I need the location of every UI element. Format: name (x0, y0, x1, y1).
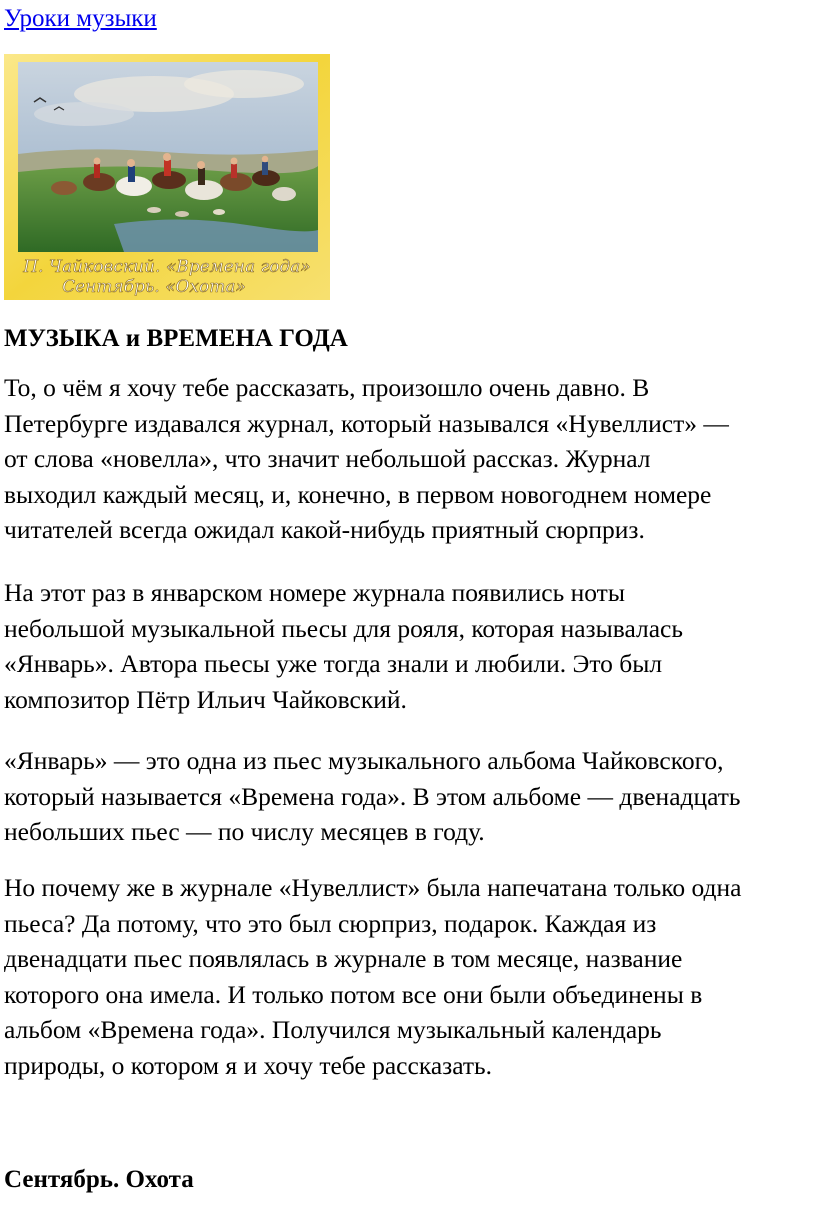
paragraph-line: Петербурге издавался журнал, который назывался «Нувеллист» — (4, 408, 729, 438)
paragraph-line: То, о чём я хочу тебе рассказать, произошло очень давно. В (4, 373, 650, 402)
paragraph-line: природы, о котором я и хочу тебе рассказать. (4, 1050, 493, 1080)
paragraph-line: «Январь» — это одна из пьес музыкального альбома Чайковского, (4, 746, 724, 775)
paragraph-4 (4, 870, 816, 1083)
paragraph-line: небольших пьес — по числу месяцев в году. (4, 817, 485, 846)
paragraph-line: который называется «Времена года». В этом альбоме — двенадцать (4, 781, 741, 811)
paragraph-line: композитор Пётр Ильич Чайковский. (4, 684, 407, 714)
paragraph-line: читателей всегда ожидал какой-нибудь приятный сюрприз. (4, 515, 645, 544)
illustration-caption-line1: П. Чайковский. «Времена года» (23, 257, 311, 277)
paragraph-line: от слова «новелла», что значит небольшой рассказ. Журнал (4, 444, 651, 473)
hunt-painting-svg (4, 54, 330, 300)
music-lessons-link[interactable]: Уроки музыки (4, 5, 157, 32)
paragraph-line: пьеса? Да потому, что это был сюрприз, подарок. Каждая из (4, 908, 657, 938)
paragraph-1 (4, 370, 816, 548)
hunt-painting-illustration (4, 54, 330, 300)
paragraph-3 (4, 743, 816, 850)
illustration-caption-line2: Сентябрь. «Охота» (62, 277, 246, 297)
paragraph-line: небольшой музыкальной пьесы для рояля, которая называлась (4, 613, 683, 643)
paragraph-line: выходил каждый месяц, и, конечно, в первом новогоднем номере (4, 479, 712, 509)
paragraph-line: «Январь». Автора пьесы уже тогда знали и любили. Это был (4, 649, 663, 678)
article-title: МУЗЫКА и ВРЕМЕНА ГОДА (4, 325, 348, 352)
paragraph-2 (4, 575, 816, 717)
paragraph-line: Но почему же в журнале «Нувеллист» была напечатана только одна (4, 873, 742, 902)
section-heading-september: Сентябрь. Охота (4, 1166, 194, 1193)
paragraph-line: альбом «Времена года». Получился музыкальный календарь (4, 1015, 662, 1044)
paragraph-line: которого она имела. И только потом все они были объединены в (4, 979, 703, 1009)
paragraph-line: На этот раз в январском номере журнала появились ноты (4, 578, 625, 607)
paragraph-line: двенадцати пьес появлялась в журнале в том месяце, название (4, 944, 683, 973)
